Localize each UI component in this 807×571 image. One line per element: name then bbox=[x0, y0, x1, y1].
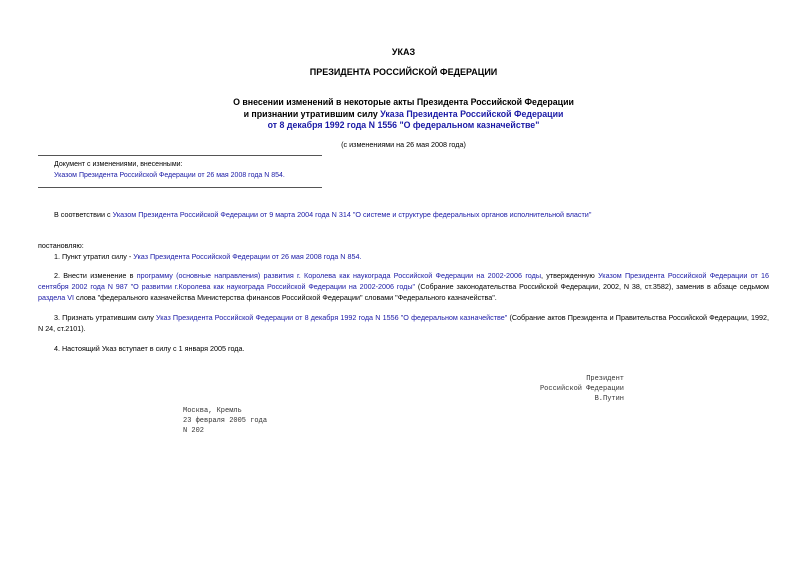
program-link[interactable]: программу (основные направления) развития г. Королева как наукограда Российской Федерации на 2002-2006 годы bbox=[136, 271, 541, 280]
item-1-link[interactable]: Указ Президента Российской Федерации от 26 мая 2008 года N 854. bbox=[133, 252, 362, 261]
item-2-text-d: слова "федерального казначейства Министерства финансов Российской Федерации" словами "Федерального казначейства". bbox=[73, 293, 497, 303]
preamble-text: В соответствии с bbox=[54, 210, 113, 219]
item-3-text-b: (Собрание актов Президента и Правительства Российской Федерации, 1992, N 24, ст.2101). bbox=[38, 313, 769, 334]
item-2-text-c: (Собрание законодательства Российской Федерации, 2002, N 38, ст.3582), заменив в абзаце седьмом bbox=[415, 282, 769, 292]
document-title bbox=[0, 97, 807, 132]
issuer-heading: ПРЕЗИДЕНТА РОССИЙСКОЙ ФЕДЕРАЦИИ bbox=[309, 67, 498, 77]
changes-box bbox=[38, 155, 322, 188]
item-4: 4. Настоящий Указ вступает в силу с 1 января 2005 года. bbox=[54, 344, 245, 353]
changes-label: Документ с изменениями, внесенными: bbox=[54, 161, 183, 168]
document-type-heading: УКАЗ bbox=[391, 47, 416, 57]
section-vi-link[interactable]: раздела VI bbox=[38, 293, 74, 303]
preamble-decree-link[interactable]: Указом Президента Российской Федерации от 9 марта 2004 года N 314 "О системе и структуре федеральных органов исполнительной власти" bbox=[112, 210, 592, 219]
edition-note: (с изменениями на 26 мая 2008 года) bbox=[341, 140, 466, 149]
title-line-2 bbox=[0, 109, 807, 121]
place-date-block bbox=[183, 406, 267, 436]
signature-name: В.Путин bbox=[594, 395, 624, 404]
resolves-label: постановляю: bbox=[38, 241, 84, 250]
item-2-text-a: 2. Внести изменение в bbox=[54, 271, 137, 280]
title-line-1: О внесении изменений в некоторые акты Президента Российской Федерации bbox=[233, 97, 574, 107]
item-1-text: 1. Пункт утратил силу - bbox=[54, 252, 134, 261]
signature-block bbox=[480, 374, 624, 404]
place: Москва, Кремль bbox=[183, 407, 242, 415]
treasury-decree-link[interactable]: Указ Президента Российской Федерации от 8 декабря 1992 года N 1556 "О федеральном казначействе" bbox=[156, 313, 508, 322]
title-line-2-text: и признании утратившим силу bbox=[243, 108, 381, 119]
date: 23 февраля 2005 года bbox=[183, 417, 268, 426]
preamble bbox=[38, 209, 769, 220]
amending-decree-link[interactable]: Указом Президента Российской Федерации от 26 мая 2008 года N 854. bbox=[54, 171, 285, 179]
repealed-decree-link-line-2[interactable]: от 8 декабря 1992 года N 1556 "О федеральном казначействе" bbox=[267, 120, 540, 131]
item-2-text-b: , утвержденную bbox=[540, 271, 599, 280]
repealed-decree-link[interactable]: Указа Президента Российской Федерации bbox=[380, 108, 564, 119]
item-2 bbox=[38, 270, 769, 303]
item-3 bbox=[38, 312, 769, 334]
signature-country: Российской Федерации bbox=[539, 385, 624, 394]
item-3-text-a: 3. Признать утратившим силу bbox=[54, 313, 156, 322]
item-1 bbox=[38, 251, 769, 262]
korolev-decree-link[interactable]: Указом Президента Российской Федерации от 16 сентября 2002 года N 987 "О развитии г.Королева как наукограда Российской Федерации на 2002-2006 годы" bbox=[38, 271, 769, 292]
signature-title: Президент bbox=[586, 375, 624, 383]
document-number: N 202 bbox=[183, 427, 205, 436]
